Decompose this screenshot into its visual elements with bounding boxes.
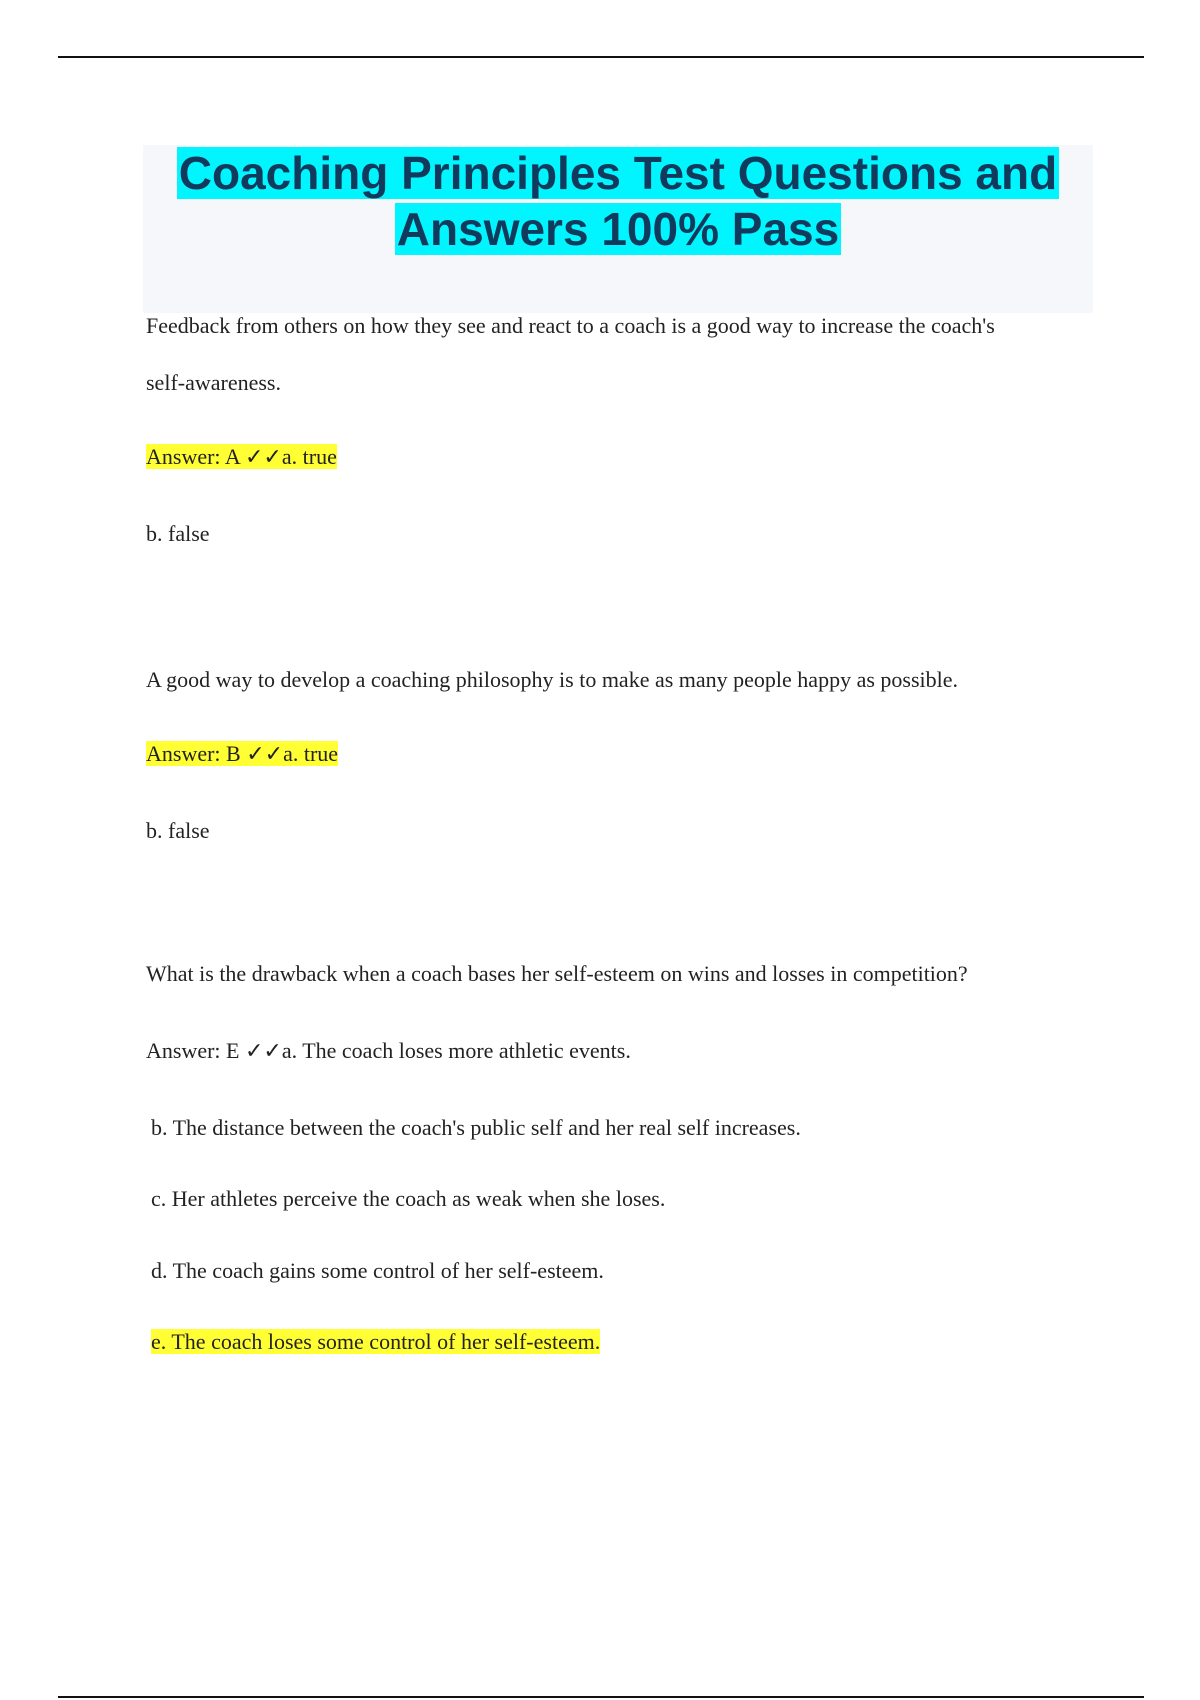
question-3-option-b: b. The distance between the coach's public self and her real self increases. <box>151 1115 801 1140</box>
question-1-text-line-1: Feedback from others on how they see and react to a coach is a good way to increase the coach's <box>146 313 995 338</box>
page-title <box>143 145 1093 257</box>
question-1-answer <box>146 443 337 471</box>
question-3-option-d: d. The coach gains some control of her self-esteem. <box>151 1258 604 1283</box>
question-3-answer: Answer: E ✓✓a. The coach loses more athletic events. <box>146 1038 631 1063</box>
question-2-option-b: b. false <box>146 818 210 843</box>
question-1-option-b: b. false <box>146 521 210 546</box>
question-3-option-c: c. Her athletes perceive the coach as weak when she loses. <box>151 1186 666 1211</box>
question-3-text: What is the drawback when a coach bases her self-esteem on wins and losses in competition? <box>146 961 968 986</box>
title-line-1: Coaching Principles Test Questions and <box>178 147 1058 199</box>
question-2-answer <box>146 740 338 768</box>
question-3-option-e <box>151 1328 600 1356</box>
answer-highlight: e. The coach loses some control of her self-esteem. <box>151 1329 601 1354</box>
question-2-text: A good way to develop a coaching philosophy is to make as many people happy as possible. <box>146 667 959 692</box>
answer-highlight: Answer: B ✓✓a. true <box>146 741 339 766</box>
question-1-text-line-2: self-awareness. <box>146 370 281 395</box>
page-bottom-rule <box>58 1696 1144 1698</box>
page-top-rule <box>58 56 1144 58</box>
title-line-2: Answers 100% Pass <box>396 203 840 255</box>
answer-highlight: Answer: A ✓✓a. true <box>146 444 337 469</box>
